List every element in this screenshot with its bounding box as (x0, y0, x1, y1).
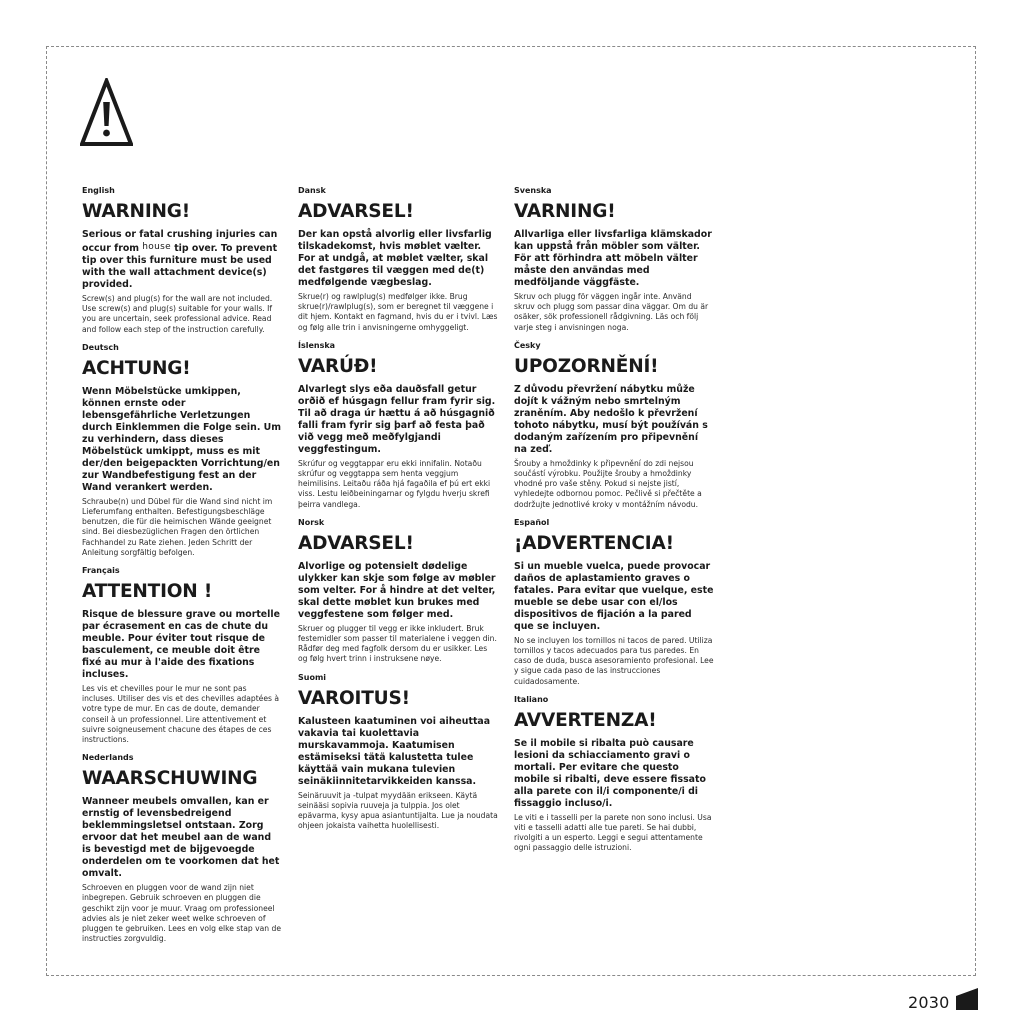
language-label: Svenska (514, 186, 552, 195)
warning-lead-text: Wanneer meubels omvallen, kan er ernstig of levensbedreigend beklemmingsletsel ontstaan. Zorg ervoor dat het meubel aan de wand is bevestigd met de bijgevoegde onderdelen om te voorkomen dat het omvalt. (82, 796, 280, 880)
language-label: Dansk (298, 186, 326, 195)
warning-heading: ADVARSEL! (298, 532, 414, 554)
warning-body-text: No se incluyen los tornillos ni tacos de pared. Utiliza tornillos y tacos adecuados para tus paredes. En caso de duda, busca asesoramiento profesional. Lee y sigue cada paso de las instrucciones cuidadosamente. (514, 635, 714, 686)
warning-heading: ¡ADVERTENCIA! (514, 532, 674, 554)
warning-body-text: Les vis et chevilles pour le mur ne sont pas incluses. Utiliser des vis et des chevilles adaptées à votre type de mur. En cas de doute, demander conseil à un professionnel. Lire attentivement et suivre soigneusement chacune des étapes de ces instructions. (82, 684, 280, 745)
house-logo: house (142, 242, 171, 252)
section-italiano (514, 695, 714, 854)
warning-heading: ATTENTION ! (82, 581, 213, 603)
warning-heading: WARNING! (82, 201, 191, 222)
warning-heading: VARÚÐ! (298, 355, 378, 377)
language-label: Norsk (298, 517, 325, 527)
section-francais (82, 566, 282, 745)
warning-heading: AVVERTENZA! (514, 709, 657, 731)
section-islenska (298, 341, 498, 510)
language-label: Français (82, 566, 120, 576)
warning-lead-text: Wenn Möbelstücke umkippen, können ernste oder lebensgefährliche Verletzungen durch Einklemmen die Folge sein. Um zu verhindern, dass dieses Möbelstück umkippt, muss es mit der/den beigepackten Vorrichtung/en zur Wandbefestigung fest an der Wand verankert werden. (82, 385, 282, 493)
warning-heading: VAROITUS! (298, 687, 410, 709)
corner-mark-icon (956, 988, 978, 1010)
page-number: 2030 (908, 993, 950, 1012)
section-norsk (298, 518, 498, 665)
section-svenska (514, 186, 714, 333)
warning-body-text: Schraube(n) und Dübel für die Wand sind nicht im Lieferumfang enthalten. Befestigungsbeschläge benutzen, die für die heimischen Wände geeignet sind. Bei diesbezüglichen Fragen den örtlichen Fachhandel zu Rate ziehen. Jeden Schritt der Anleitung sorgfältig befolgen. (82, 496, 273, 557)
language-label: Česky (514, 340, 541, 350)
section-nederlands (82, 753, 282, 944)
language-label: Íslenska (298, 340, 336, 350)
warning-lead-text: Allvarliga eller livsfarliga klämskador kan uppstå från möbler som välter. För att förhindra att möbeln välter måste den användas med medföljande väggfäste. (514, 229, 712, 288)
warning-body-text: Le viti e i tasselli per la parete non sono inclusi. Usa viti e tasselli adatti alle tue pareti. Se hai dubbi, rivolgiti a un esperto. Leggi e segui attentamente ogni passaggio delle istruzioni. (514, 812, 712, 853)
column-middle (298, 186, 498, 839)
language-label: Deutsch (82, 342, 119, 352)
section-english (82, 186, 282, 335)
warning-lead-text: Alvarlegt slys eða dauðsfall getur orðið ef húsgagn fellur fram fyrir sig. Til að draga úr hættu á að húsgagnið falli fram fyrir sig þarf að festa það við vegg með meðfylgjandi veggfestingum. (298, 383, 496, 455)
warning-body-text: Schroeven en pluggen voor de wand zijn niet inbegrepen. Gebruik schroeven en pluggen die geschikt zijn voor je muur. Vraag om professioneel advies als je niet zeker weet welke schroeven of pluggen te gebruiken. Lees en volg elke stap van de instructies zorgvuldig. (82, 883, 282, 944)
language-label: Español (514, 517, 550, 527)
warning-body-text: Skrúfur og veggtappar eru ekki innifalin. Notaðu skrúfur og veggtappa sem henta veggjum heimilisins. Leitaðu ráða hjá fagaðila ef þú ert ekki viss. Lestu leiðbeiningarnar og fylgdu hverju skrefi þeirra vandlega. (298, 458, 491, 509)
language-label: English (82, 186, 115, 195)
warning-heading: VARNING! (514, 201, 616, 222)
warning-lead-text: Alvorlige og potensielt dødelige ulykker kan skje som følge av møbler som velter. For å hindre at det velter, skal dette møblet kun brukes med veggfestene som følger med. (298, 560, 496, 620)
warning-lead-text: Der kan opstå alvorlig eller livsfarlig tilskadekomst, hvis møblet vælter. For at undgå, at møblet vælter, skal det fastgøres til væggen med de(t) medfølgende vægbeslag. (298, 229, 492, 288)
warning-lead-text: Kalusteen kaatuminen voi aiheuttaa vakavia tai kuolettavia murskavammoja. Kaatumisen estämiseksi tätä kalustetta tulee käyttää vain mukana tulevien seinäkiinnitetarvikkeiden kanssa. (298, 715, 491, 787)
warning-lead-text (82, 229, 282, 291)
warning-lead-text: Risque de blessure grave ou mortelle par écrasement en cas de chute du meuble. Pour éviter tout risque de basculement, ce meuble doit être fixé au mur à l'aide des fixations incluses. (82, 609, 280, 681)
language-label: Italiano (514, 694, 549, 704)
warning-heading: ADVARSEL! (298, 201, 414, 222)
warning-lead-text: Si un mueble vuelca, puede provocar daños de aplastamiento graves o fatales. Para evitar que vuelque, este mueble se debe usar con el/los dispositivos de fijación a la pared que se incluyen. (514, 560, 714, 632)
warning-heading: ACHTUNG! (82, 357, 191, 379)
warning-body-text: Screw(s) and plug(s) for the wall are not included. Use screw(s) and plug(s) suitable for your walls. If you are uncertain, seek professional advice. Read and follow each step of the instruction carefully. (82, 294, 273, 334)
warning-heading: UPOZORNĚNÍ! (514, 355, 659, 377)
warning-body-text: Seinäruuvit ja -tulpat myydään erikseen. Käytä seinääsi sopivia ruuveja ja tulppia. Jos olet epävarma, kysy apua asiantuntijalta. Lue ja noudata ohjeen jokaista vaihetta huolellisesti. (298, 790, 498, 831)
warning-triangle-icon (80, 78, 133, 147)
warning-heading: WAARSCHUWING (82, 768, 258, 790)
warning-lead-text: Z důvodu převržení nábytku může dojít k vážným nebo smrtelným zraněním. Aby nedošlo k převržení tohoto nábytku, musí být používán s dodaným zařízením pro připevnění na zeď. (514, 383, 708, 455)
section-cesky (514, 341, 714, 510)
warning-body-text: Šrouby a hmoždinky k připevnění do zdi nejsou součástí výrobku. Použijte šrouby a hmoždinky vhodné pro vaše stěny. Pokud si nejste jistí, vyhledejte odbornou pomoc. Pečlivě si přečtěte a dodržujte jednotlivé kroky v montážním návodu. (514, 458, 702, 509)
lead-text-before-logo: Serious or fatal crushing injuries can occur from (82, 229, 278, 254)
warning-body-text: Skruer og plugger til vegg er ikke inkludert. Bruk festemidler som passer til materialene i veggen din. Rådfør deg med fagfolk dersom du er usikker. Les og følg hvert trinn i instruksene nøye. (298, 623, 497, 664)
column-right (514, 186, 714, 862)
section-espanol (514, 518, 714, 687)
lead-text-after-logo: tip over. To prevent tip over this furniture must be used with the wall attachment device(s) provided. (82, 243, 278, 290)
section-deutsch (82, 343, 282, 558)
warning-body-text: Skrue(r) og rawlplug(s) medfølger ikke. Brug skrue(r)/rawlplug(s), som er beregnet til væggene i dit hjem. Kontakt en fagmand, hvis du er i tvivl. Læs og følg alle trin i anvisningerne omhyggeligt. (298, 292, 498, 332)
warning-body-text: Skruv och plugg för väggen ingår inte. Använd skruv och plugg som passar dina väggar. Om du är osäker, sök professionell rådgivning. Läs och följ varje steg i anvisningen noga. (514, 292, 709, 332)
warning-lead-text: Se il mobile si ribalta può causare lesioni da schiacciamento gravi o mortali. Per evitare che questo mobile si ribalti, deve essere fissato alla parete con il/i componente/i di fissaggio incluso/i. (514, 737, 706, 809)
language-label: Nederlands (82, 753, 134, 763)
section-suomi (298, 673, 498, 832)
section-dansk (298, 186, 498, 333)
language-label: Suomi (298, 672, 327, 682)
column-left (82, 186, 282, 952)
